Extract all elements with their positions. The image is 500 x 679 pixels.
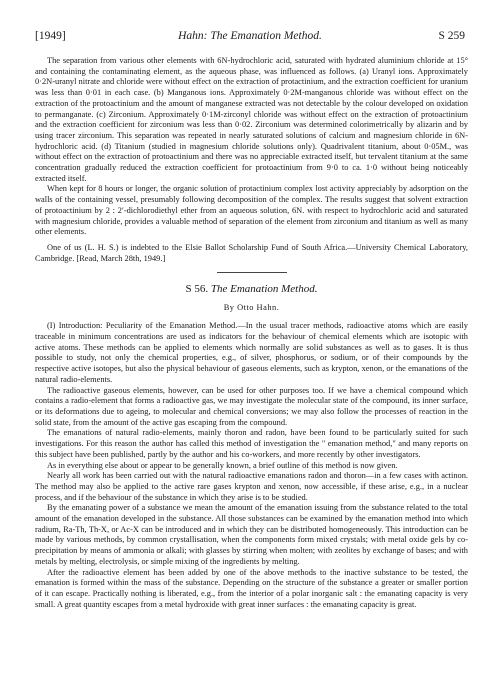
body-paragraph: The radioactive gaseous elements, however, can be used for other purposes too. If we have a chemical compound which contains a radio-element that forms a radioactive gas, we may investigate the molecular state of the compound, its inner surface, or its deformations due to ageing, to molecular and chemical conversions; we may also follow the processes of reaction in the solid state, from the amount of the active gas escaping from the compound. (35, 385, 468, 427)
page-body (35, 56, 468, 610)
body-paragraph: (I) Introduction: Peculiarity of the Emanation Method.—In the usual tracer methods, radioactive atoms which are easily traceable in minimum concentrations are used as indicators for the behaviour of chemical elements which are isotopic with active atoms. These methods can be applied to elements which normally are solid substances as well as to gases. It is thus possible to study, not only the chemical properties, e.g., of silver, phosphorus, or sodium, or of their compounds by the respective active isotopes, but also the physical behaviour of gaseous elements, such as krypton, xenon, or the emanations of the natural radio-elements. (35, 321, 468, 384)
acknowledgement: One of us (L. H. S.) is indebted to the Elsie Ballot Scholarship Fund of South Africa.—University Chemical Laboratory, Cambridge. [Read, March 28th, 1949.] (35, 242, 468, 263)
body-paragraph: As in everything else about or appear to be generally known, a brief outline of this method is now given. (47, 460, 398, 470)
body-paragraph: The emanations of natural radio-elements, mainly thoron and radon, have been found to be particularly suited for such investigations. For this reason the author has called this method of investigation the " emanation method," and many reports on this subject have been published, partly by the author and his co-workers, and more recently by other investigators. (35, 428, 468, 459)
article-number: S 56. (185, 283, 209, 296)
article-heading (35, 283, 468, 295)
section-divider (217, 272, 287, 273)
upper-paragraph: When kept for 8 hours or longer, the organic solution of protactinium complex lost activity appreciably by adsorption on the walls of the containing vessel, presumably following decomposition of the complex. The results suggest that solvent extraction of protoactinium by 2 : 2′-dichlorodiethyl ether from an aqueous solution, 6N. with respect to hydrochloric acid and saturated with magnesium chloride, provides a valuable method of separation of the element from zirconium and titanium as well as many other elements. (35, 184, 468, 237)
running-header (35, 30, 465, 44)
header-year: [1949] (35, 30, 66, 42)
body-paragraph: Nearly all work has been carried out with the natural radioactive emanations radon and thoron—in a few cases with actinon. The method may also be applied to the active rare gases krypton and xenon, now accessible, if these arise, e.g., in a nuclear process, and if the behaviour of the substance in which they arise is to be studied. (35, 471, 468, 502)
upper-paragraph: The separation from various other elements with 6N-hydrochloric acid, saturated with hydrated aluminium chloride at 15° and containing the contaminating element, as the aqueous phase, was influenced as follows. (a) Uranyl ions. Approximately 0·2N-uranyl nitrate and chloride were without effect on the extraction of protactinium, and the extraction coefficient for uranium was less than 0·01 in each case. (b) Manganous ions. Approximately 0·2M-manganous chloride was without effect on the extraction of the protoactinium and the amount of manganese extracted was not detectable by the colour developed on oxidation to permanganate. (c) Zirconium. Approximately 0·1M-zirconyl chloride was without effect on the extraction of protoactinium and the extraction coefficient for zirconium was less than 0·02. Zirconium was determined colorimetrically by alizarin and by using tracer zirconium. This separation was repeated in nearly saturated solutions of calcium and magnesium chloride in 6N-hydrochloric acid. (d) Titanium (studied in magnesium chloride solutions only). Quadrivalent titanium, about 0·05M., was without effect on the extraction of protoactinium and there was no appreciable extracted itself, but tervalent titanium at the same concentration gradually reduced the extraction coefficient for protoactinium from 9·0 to ca. 1·0 without being noticeably extracted itself. (35, 56, 468, 183)
article-title: The Emanation Method. (210, 283, 318, 296)
body-paragraph: By the emanating power of a substance we mean the amount of the emanation issuing from the substance related to the total amount of the emanation developed in the substance. All those substances can be examined by the emanation method into which radium, Ra-Th, Th-X, or Ac-X can be introduced and in which they can be distributed homogeneously. This introduction can be made by various methods, by common crystallisation, when the components form mixed crystals; with metal oxide gels by co-precipitation by means of ammonia or alkali; with glasses by stirring when molten; with zeolites by exchange of bases; and with metals by melting, electrolysis, or simple mixing of the ingredients by melting. (35, 503, 468, 566)
header-page-number: S 259 (438, 30, 465, 42)
header-running-title: Hahn: The Emanation Method. (178, 30, 322, 42)
article-byline: By Otto Hahn. (223, 303, 280, 313)
body-paragraph: After the radioactive element has been added by one of the above methods to the inactive substance to be tested, the emanation is formed within the mass of the substance. Depending on the structure of the substance a greater or smaller portion of it can escape. Practically nothing is liberated, e.g., from the interior of a polar inorganic salt : the emanating capacity is very small. A great quantity escapes from a metal hydroxide with great inner surfaces : the emanating capacity is great. (35, 567, 468, 609)
